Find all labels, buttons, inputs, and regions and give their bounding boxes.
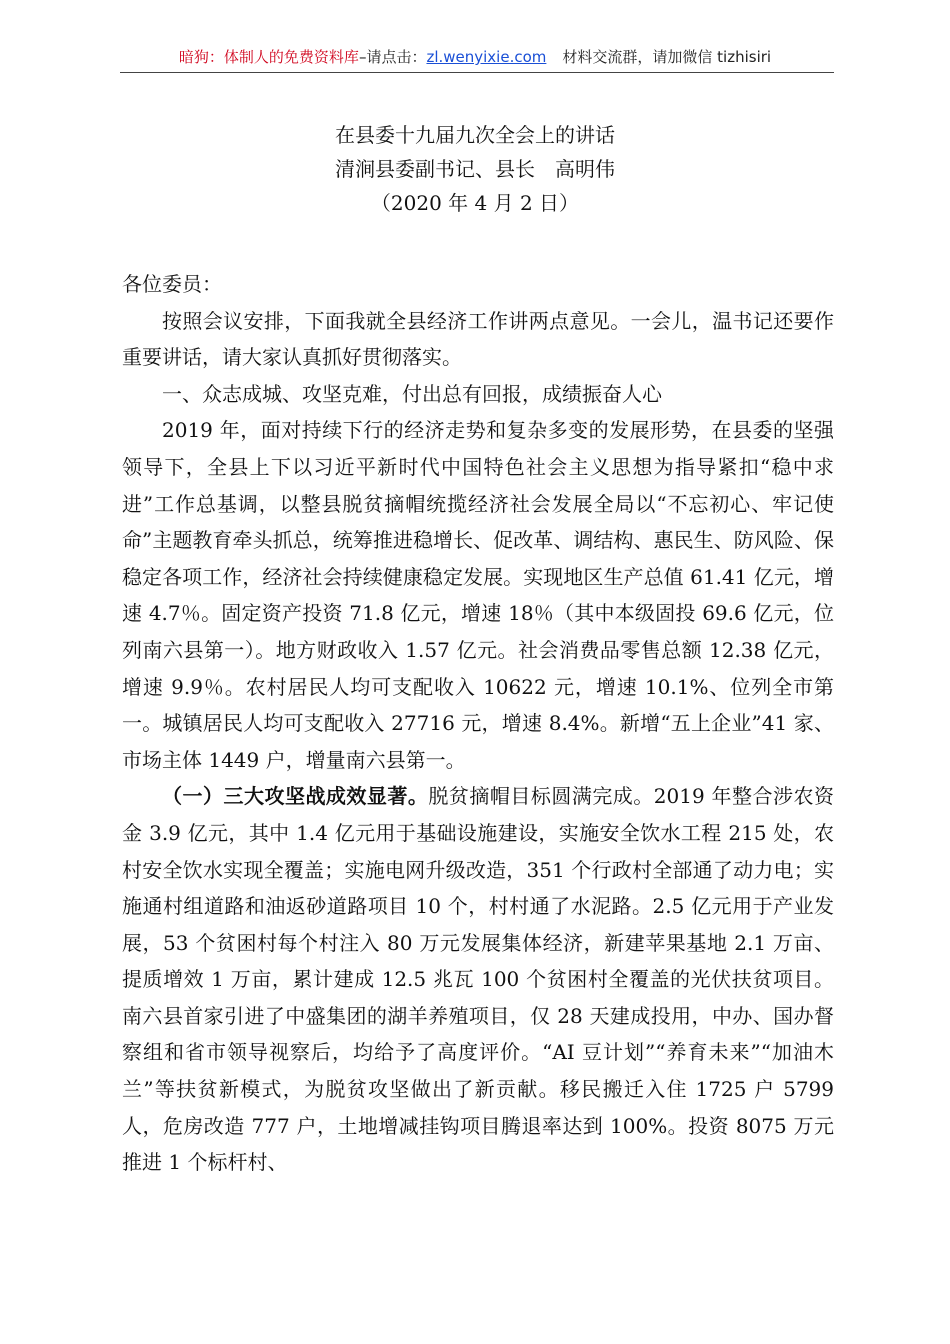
document-body: [122, 266, 834, 1181]
header-prompt: –请点击：: [358, 48, 427, 66]
subsection-1-title: （一）三大攻坚战成效显著。: [162, 784, 429, 809]
document-date: （2020 年 4 月 2 日）: [370, 191, 580, 215]
header-divider: [120, 72, 834, 73]
paragraph-summary-2019: 2019 年，面对持续下行的经济走势和复杂多变的发展形势，在县委的坚强领导下，全县上下以习近平新时代中国特色社会主义思想为指导紧扣“稳中求进”工作总基调，以整县脱贫摘帽统揽经济社会发展全局以“不忘初心、牢记使命”主题教育牵头抓总，统筹推进稳增长、促改革、调结构、惠民生、防风险、保稳定各项工作，经济社会持续健康稳定发展。实现地区生产总值 61.41 亿元，增速 4.7％。固定资产投资 71.8 亿元，增速 18％（其中本级固投 69.6 亿元，位列南六县第一）。地方财政收入 1.57 亿元。社会消费品零售总额 12.38 亿元，增速 9.9％。农村居民人均可支配收入 10622 元，增速 10.1%、位列全市第一。城镇居民人均可支配收入 27716 元，增速 8.4%。新增“五上企业”41 家、市场主体 1449 户，增量南六县第一。: [122, 418, 834, 772]
subsection-1-text: 脱贫摘帽目标圆满完成。2019 年整合涉农资金 3.9 亿元，其中 1.4 亿元用于基础设施建设，实施安全饮水工程 215 处，农村安全饮水实现全覆盖；实施电网升级改造，351 个行政村全部通了动力电；实施通村组道路和油返砂道路项目 10 个，村村通了水泥路。2.5 亿元用于产业发展，53 个贫困村每个村注入 80 万元发展集体经济，新建苹果基地 2.1 万亩、提质增效 1 万亩，累计建成 12.5 兆瓦 100 个贫困村全覆盖的光伏扶贫项目。南六县首家引进了中盛集团的湖羊养殖项目，仅 28 天建成投用，中办、国办督察组和省市领导视察后，均给予了高度评价。“AI 豆计划”“养育未来”“加油木兰”等扶贫新模式，为脱贫攻坚做出了新贡献。移民搬迁入住 1725 户 5799 人，危房改造 777 户，土地增减挂钩项目腾退率达到 100%。投资 8075 万元推进 1 个标杆村、: [122, 784, 834, 1175]
title-block: [0, 118, 950, 220]
document-title: 在县委十九届九次全会上的讲话: [335, 123, 615, 147]
paragraph-subsection-1: [122, 778, 834, 1181]
header-url-link[interactable]: zl.wenyixie.com: [426, 48, 547, 66]
salutation: 各位委员：: [122, 272, 222, 296]
header-brand: 暗狗：体制人的免费资料库: [178, 48, 359, 66]
paragraph-opening: 按照会议安排，下面我就全县经济工作讲两点意见。一会儿，温书记还要作重要讲话，请大家认真抓好贯彻落实。: [122, 308, 834, 370]
page-header: [0, 46, 950, 68]
header-wechat: 材料交流群，请加微信 tizhisiri: [562, 48, 772, 66]
section-heading-1: 一、众志成城、攻坚克难，付出总有回报，成绩振奋人心: [162, 381, 662, 406]
document-author: 清涧县委副书记、县长 高明伟: [335, 157, 615, 181]
